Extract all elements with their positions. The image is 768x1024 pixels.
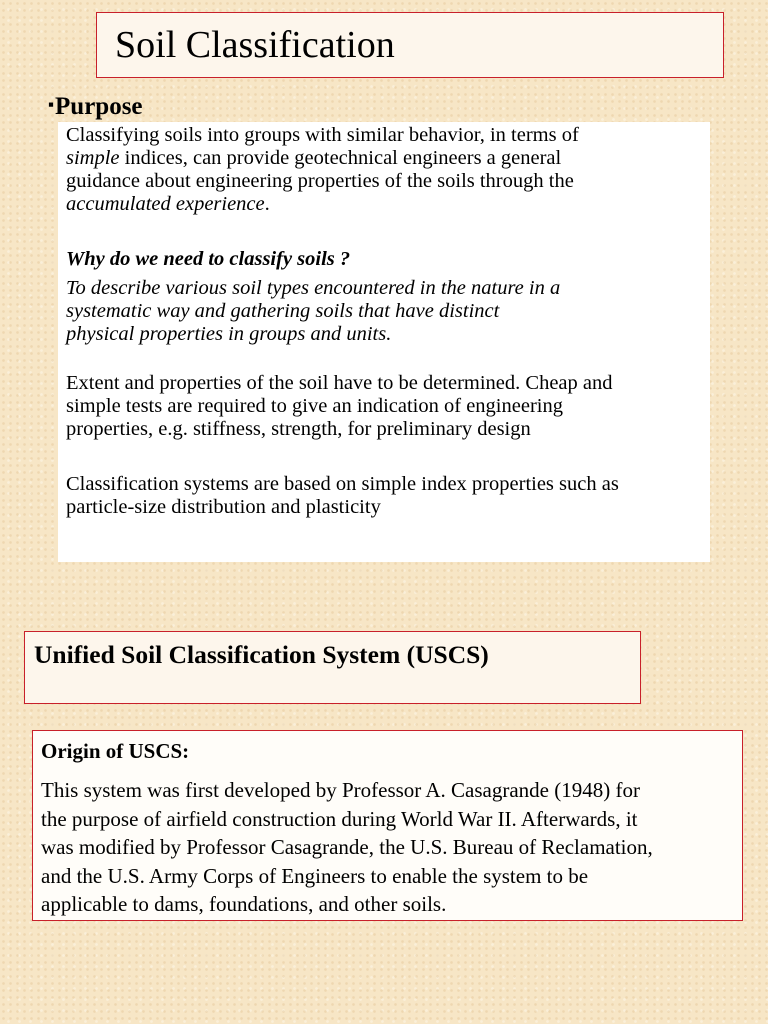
emphasis-accumulated-experience: accumulated experience: [66, 193, 265, 215]
uscs-title-box: [24, 631, 641, 704]
text-line: To describe various soil types encountered in the nature in a: [66, 277, 561, 299]
text-line: was modified by Professor Casagrande, the U.S. Bureau of Reclamation,: [41, 835, 653, 859]
text-fragment: .: [264, 193, 270, 215]
testing-paragraph: [66, 372, 706, 441]
origin-box: [32, 730, 743, 921]
purpose-label: Purpose: [55, 93, 143, 120]
uscs-heading: Unified Soil Classification System (USCS): [34, 640, 489, 669]
text-line: physical properties in groups and units.: [66, 323, 392, 345]
text-line: the purpose of airfield construction during World War II. Afterwards, it: [41, 806, 638, 831]
text-line: [66, 193, 706, 216]
text-line: applicable to dams, foundations, and other soils.: [41, 892, 447, 916]
text-line: [66, 147, 706, 170]
page-title: Soil Classification: [115, 24, 395, 66]
question-heading: Why do we need to classify soils ?: [66, 248, 351, 270]
text-line: properties, e.g. stiffness, strength, for preliminary design: [66, 418, 531, 440]
text-line: systematic way and gathering soils that have distinct: [66, 300, 500, 322]
answer-paragraph: [66, 277, 706, 346]
text-line: and the U.S. Army Corps of Engineers to enable the system to be: [41, 863, 589, 888]
text-line: simple tests are required to give an indication of engineering: [66, 395, 563, 417]
bullet-icon: ▪: [48, 95, 55, 114]
text-line: particle-size distribution and plasticity: [66, 496, 381, 518]
text-line: This system was first developed by Professor A. Casagrande (1948) for: [41, 778, 640, 802]
intro-paragraph: [66, 124, 706, 216]
text-line: Classification systems are based on simple index properties such as: [66, 473, 619, 495]
purpose-panel: [58, 122, 710, 562]
classification-systems-paragraph: [66, 473, 706, 519]
text-fragment: indices, can provide geotechnical engineers a general: [119, 147, 562, 169]
origin-heading: Origin of USCS:: [41, 739, 190, 763]
origin-paragraph: [41, 776, 653, 919]
purpose-heading: [48, 90, 143, 122]
emphasis-simple: simple: [66, 147, 120, 169]
text-line: guidance about engineering properties of the soils through the: [66, 170, 574, 192]
text-line: Extent and properties of the soil have to be determined. Cheap and: [66, 372, 613, 394]
title-box: [96, 12, 724, 78]
text-line: Classifying soils into groups with similar behavior, in terms of: [66, 124, 579, 146]
